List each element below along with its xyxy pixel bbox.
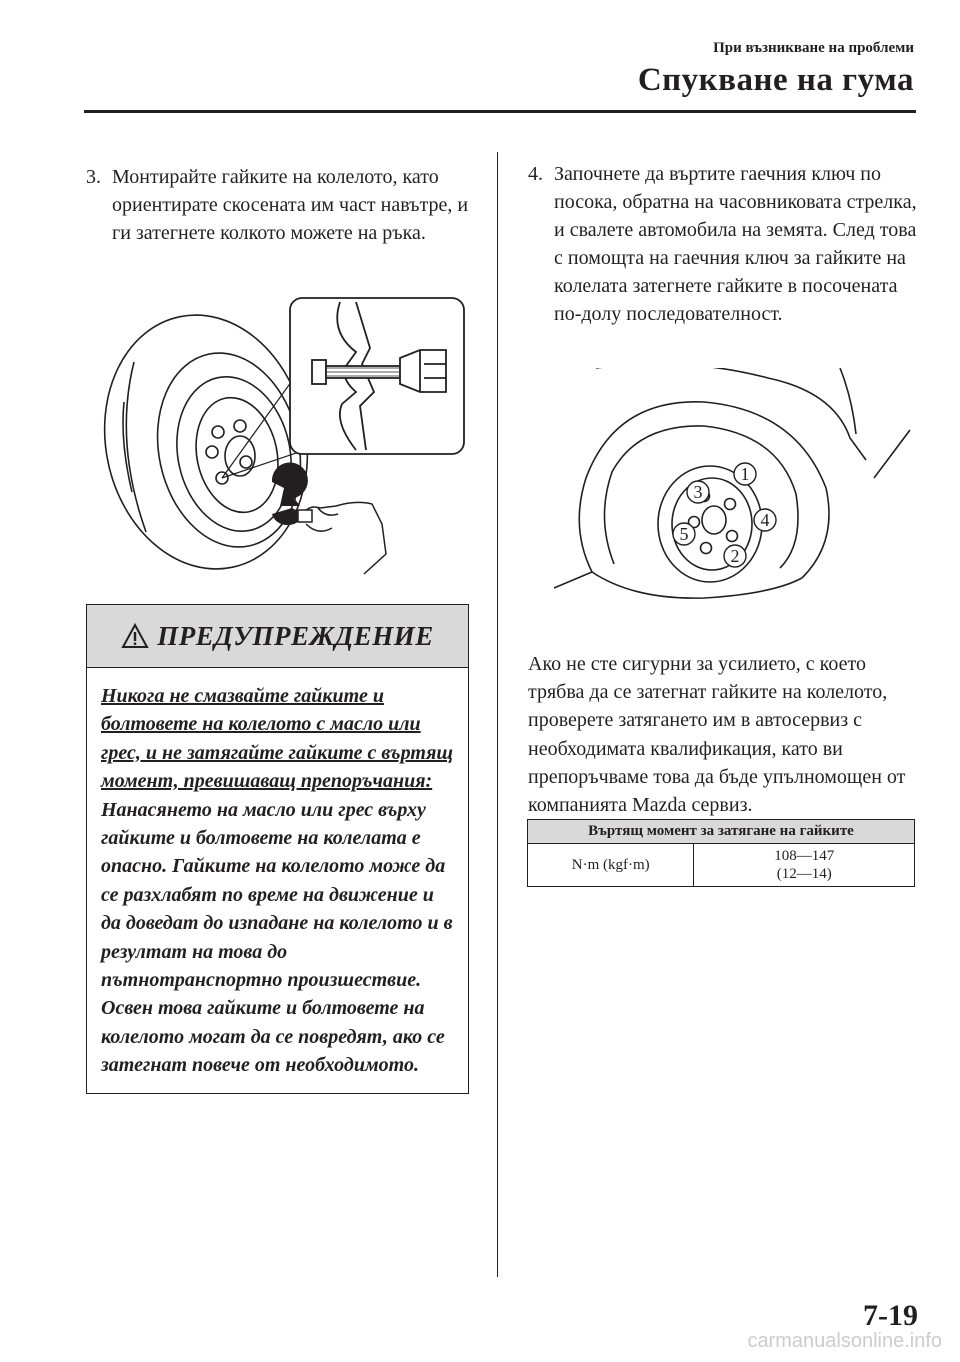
sequence-number-2: 2 <box>730 546 740 566</box>
sequence-number-3: 3 <box>693 482 703 502</box>
warning-header <box>87 605 468 668</box>
warning-text <box>87 668 468 1080</box>
fender-outline <box>596 368 866 460</box>
nut-detail-inset <box>290 298 464 454</box>
sequence-number-5: 5 <box>679 524 689 544</box>
step-4 <box>528 160 918 328</box>
hand-illustration <box>298 502 386 574</box>
warning-triangle-icon <box>121 623 149 649</box>
page-title: Спукване на гума <box>637 62 914 98</box>
table-title: Въртящ момент за затягане на гайките <box>528 820 915 844</box>
torque-advice-paragraph: Ако не сте сигурни за усилието, с което трябва да се затегнат гайките на колелото, проверете затягането им в автосервиз с необходимата квалификация, като ви препоръчваме това да бъде упълномощен от компанията Mazda сервиз. <box>528 653 906 817</box>
step-text: Монтирайте гайките на колелото, като ориентирате скосената им част навътре, и ги затегнете колкото можете на ръка. <box>112 166 469 244</box>
sequence-number-1: 1 <box>740 464 750 484</box>
nut-tightening-sequence-illustration <box>534 368 912 606</box>
warning-body: Нанасянето на масло или грес върху гайките и болтовете на колелата е опасно. Гайките на колелото може да се разхлабят по време на движение и да доведат до изпадане на колелото и в резултат на това до пътнотранспортно произшествие. Освен това гайките и болтовете на колелото могат да се повредят, ако се затегнат повече от необходимото. <box>101 798 453 1077</box>
torque-value: 108—147 <box>774 848 835 864</box>
step-number: 4. <box>528 163 543 185</box>
wheel-hub <box>225 436 255 476</box>
torque-spec-table <box>527 819 915 887</box>
warning-box <box>86 604 469 1094</box>
column-divider <box>497 152 498 1277</box>
table-unit-cell: N·m (kgf·m) <box>528 844 694 887</box>
header-rule <box>84 110 916 113</box>
step-3 <box>86 163 476 247</box>
sequence-number-4: 4 <box>760 510 770 530</box>
wheel-nut-mounting-illustration <box>94 292 468 584</box>
table-value-cell <box>694 844 915 887</box>
wheel-hub <box>702 506 726 534</box>
warning-title: ПРЕДУПРЕЖДЕНИЕ <box>157 621 434 651</box>
section-label: При възникване на проблеми <box>713 40 914 56</box>
watermark: carmanualsonline.info <box>747 1330 942 1352</box>
step-number: 3. <box>86 166 101 188</box>
torque-value-kgf: (12—14) <box>776 866 832 882</box>
page-number: 7-19 <box>863 1299 918 1332</box>
step-text: Започнете да въртите гаечния ключ по посока, обратна на часовниковата стрелка, и свалете автомобила на земята. След това с помощта на гаечния ключ за гайките на колелата затегнете гайките в посочената по-долу последователност. <box>554 163 917 325</box>
warning-lead: Никога не смазвайте гайките и болтовете на колелото с масло или грес, и не затягайте гайките с въртящ момент, превишаващ препоръчания: <box>101 685 454 793</box>
